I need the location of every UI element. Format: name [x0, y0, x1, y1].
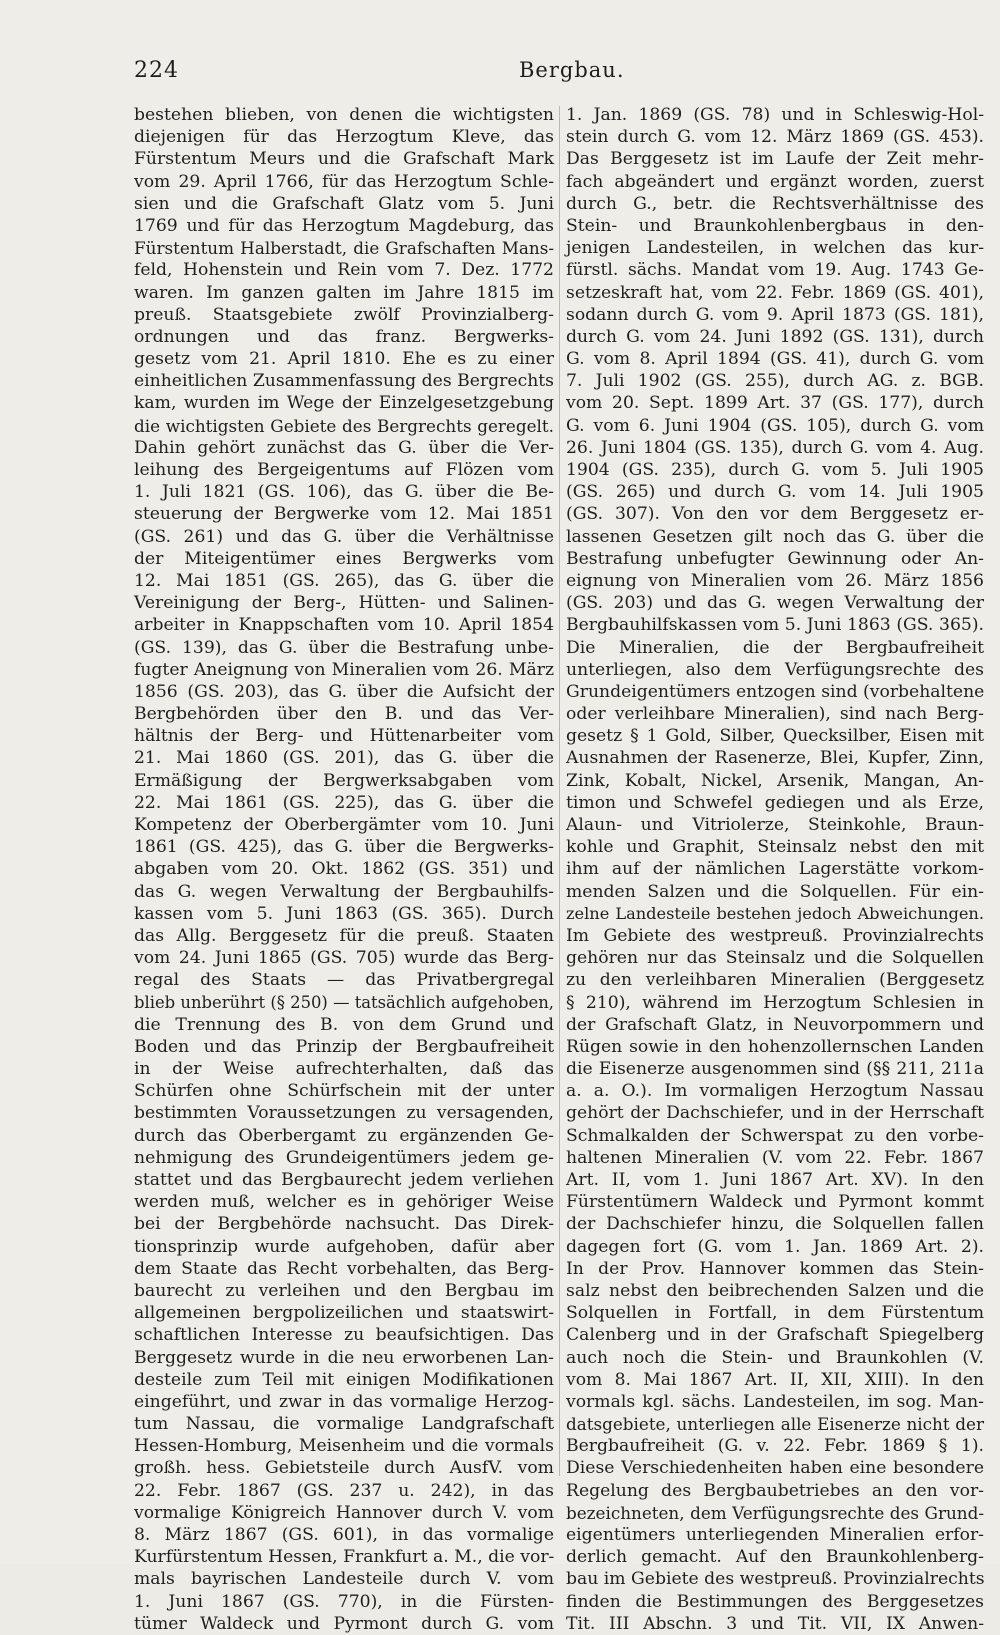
text-line: In der Prov. Hannover kommen das Stein-: [566, 1258, 984, 1279]
text-line: diejenigen für das Herzogtum Kleve, das: [134, 127, 554, 148]
text-line: eingeführt, und zwar in das vormalige Herzog-: [134, 1391, 554, 1412]
text-line: 22. Mai 1861 (GS. 225), das G. über die: [134, 792, 554, 813]
text-line: Bergbehörden über den B. und das Ver-: [134, 704, 554, 725]
text-line: Schmalkalden der Schwerspat zu den vorbe-: [566, 1125, 984, 1146]
text-line: 21. Mai 1860 (GS. 201), das G. über die: [134, 748, 554, 769]
text-line: hältnis der Berg- und Hüttenarbeiter vom: [134, 726, 554, 747]
text-line: Calenberg und in der Grafschaft Spiegelberg: [566, 1325, 984, 1346]
text-line: 1769 und für das Herzogtum Magdeburg, das: [134, 215, 554, 236]
text-line: stattet und das Bergbaurecht jedem verliehen: [134, 1170, 554, 1190]
text-line: (GS. 265) und durch G. vom 14. Juli 1905: [566, 482, 984, 503]
text-line: 1856 (GS. 203), das G. über die Aufsicht der: [134, 681, 554, 702]
text-line: der Miteigentümer eines Bergwerks vom: [134, 548, 554, 569]
text-line: Zink, Kobalt, Nickel, Arsenik, Mangan, An-: [566, 770, 984, 791]
text-line: blieb unberührt (§ 250) — tatsächlich aufgehoben,: [134, 992, 554, 1012]
text-line: 26. Juni 1804 (GS. 135), durch G. vom 4. Aug.: [566, 437, 984, 458]
text-line: Grundeigentümers entzogen sind (vorbehaltene: [566, 681, 985, 702]
running-head: Bergbau.: [519, 58, 625, 82]
text-line: nehmigung des Grundeigentümers jedem ge-: [134, 1147, 554, 1168]
text-line: eignung von Mineralien vom 26. März 1856: [566, 570, 984, 591]
text-line: Alaun- und Vitriolerze, Steinkohle, Braun-: [566, 815, 984, 835]
text-line: vom 29. April 1766, für das Herzogtum Schle-: [134, 171, 554, 192]
text-line: Schürfen ohne Schürfschein mit der unter: [134, 1081, 554, 1102]
text-line: die Trennung des B. von dem Grund und: [134, 1014, 554, 1035]
text-line: 1. Juli 1821 (GS. 106), das G. über die Be-: [134, 482, 554, 503]
text-line: setzeskraft hat, vom 22. Febr. 1869 (GS. 401),: [566, 282, 984, 303]
text-line: Ausnahmen der Rasenerze, Blei, Kupfer, Zinn,: [566, 748, 984, 769]
text-line: dagegen fort (G. vom 1. Jan. 1869 Art. 2).: [566, 1236, 984, 1257]
text-line: 1904 (GS. 235), durch G. vom 5. Juli 1905: [566, 460, 984, 480]
text-line: haltenen Mineralien (V. vom 22. Febr. 1867: [566, 1147, 984, 1168]
text-line: der Grafschaft Glatz, in Neuvorpommern und: [566, 1014, 984, 1035]
text-line: jenigen Landesteilen, in welchen das kur-: [566, 238, 984, 259]
text-line: bau im Gebiete des westpreuß. Provinzialrechts: [566, 1569, 985, 1590]
text-line: eigentümers unterliegenden Mineralien erfor-: [566, 1525, 984, 1545]
text-line: Hessen-Homburg, Meisenheim und die vormals: [134, 1436, 554, 1457]
text-line: 12. Mai 1851 (GS. 265), das G. über die: [134, 570, 554, 591]
text-line: fürstl. sächs. Mandat vom 19. Aug. 1743 Ge-: [566, 260, 984, 281]
text-line: regal des Staats — das Privatbergregal: [134, 970, 554, 991]
text-line: menden Salzen und die Solquellen. Für ein-: [566, 881, 984, 902]
text-line: tum Nassau, die vormalige Landgrafschaft: [134, 1414, 554, 1435]
text-line: bestimmten Voraussetzungen zu versagenden,: [134, 1103, 554, 1124]
right-text-column: [566, 104, 984, 1635]
text-line: Regelung des Bergbaubetriebes an den vor-: [566, 1480, 984, 1501]
text-line: Fürstentum Halberstadt, die Grafschaften Mans-: [134, 238, 554, 259]
text-line: Vereinigung der Berg-, Hütten- und Salinen-: [134, 593, 554, 614]
text-line: Solquellen in Fortfall, in dem Fürstentum: [566, 1303, 984, 1324]
text-line: waren. Im ganzen galten im Jahre 1815 im: [134, 282, 554, 303]
text-line: bezeichneten, dem Verfügungsrechte des Grund-: [566, 1502, 984, 1523]
text-line: Fürstentum Meurs und die Grafschaft Mark: [134, 149, 554, 170]
text-line: sodann durch G. vom 9. April 1873 (GS. 181),: [566, 304, 984, 325]
text-line: durch G. vom 24. Juni 1892 (GS. 131), durch: [566, 326, 984, 347]
text-line: gesetz vom 21. April 1810. Ehe es zu einer: [134, 349, 554, 370]
text-line: lassenen Gesetzen gilt noch das G. über die: [566, 526, 984, 547]
text-line: gesetz § 1 Gold, Silber, Quecksilber, Eisen mit: [566, 726, 984, 747]
text-line: 7. Juli 1902 (GS. 255), durch AG. z. BGB.: [566, 371, 984, 392]
text-line: steuerung der Bergwerke vom 12. Mai 1851: [134, 504, 554, 525]
text-line: gehören nur das Steinsalz und die Solquellen: [566, 948, 984, 969]
text-line: stein durch G. vom 12. März 1869 (GS. 453).: [566, 127, 984, 148]
column-divider: [559, 106, 560, 1476]
page-header: [134, 58, 1000, 88]
text-line: 22. Febr. 1867 (GS. 237 u. 242), in das: [134, 1480, 554, 1501]
text-line: zelne Landesteile bestehen jedoch Abweichungen.: [566, 903, 984, 923]
text-line: vom 8. Mai 1867 Art. II, XII, XIII). In den: [566, 1369, 984, 1390]
text-line: Boden und das Prinzip der Bergbaufreiheit: [134, 1036, 554, 1057]
text-line: kohle und Graphit, Steinsalz nebst den mit: [566, 837, 984, 858]
text-line: 1861 (GS. 425), das G. über die Bergwerks-: [134, 837, 554, 858]
text-line: (GS. 261) und das G. über die Verhältnisse: [134, 526, 554, 547]
text-line: in der Weise aufrechterhalten, daß das: [134, 1059, 554, 1080]
text-line: baurecht zu verleihen und den Bergbau im: [134, 1280, 554, 1301]
text-line: das Allg. Berggesetz für die preuß. Staaten: [134, 925, 554, 946]
text-line: bestehen blieben, von denen die wichtigsten: [134, 105, 554, 125]
text-line: vom 20. Sept. 1899 Art. 37 (GS. 177), durch: [566, 393, 984, 414]
text-line: vormals kgl. sächs. Landesteilen, im sog. Man-: [566, 1391, 984, 1412]
text-line: abgaben vom 20. Okt. 1862 (GS. 351) und: [134, 859, 554, 880]
text-line: fach abgeändert und ergänzt worden, zuerst: [566, 171, 984, 192]
text-line: Diese Verschiedenheiten haben eine besondere: [566, 1458, 984, 1479]
text-line: ihm auf der nämlichen Lagerstätte vorkom-: [566, 859, 984, 880]
text-line: mals bayrischen Landesteile durch V. vom: [134, 1569, 554, 1590]
text-line: Kurfürstentum Hessen, Frankfurt a. M., die vor-: [134, 1547, 555, 1568]
text-line: feld, Hohenstein und Rein vom 7. Dez. 1772: [134, 260, 554, 281]
text-line: kassen vom 5. Juni 1863 (GS. 365). Durch: [134, 903, 554, 924]
text-line: Bergbaufreiheit (G. v. 22. Febr. 1869 § 1).: [566, 1436, 984, 1457]
text-line: 8. März 1867 (GS. 601), in das vormalige: [134, 1525, 554, 1545]
text-line: timon und Schwefel gediegen und als Erze,: [566, 792, 984, 813]
text-line: G. vom 6. Juni 1904 (GS. 105), durch G. vom: [566, 415, 984, 436]
text-line: Berggesetz wurde in die neu erworbenen Lan-: [134, 1347, 554, 1368]
text-line: desteile zum Teil mit einigen Modifikationen: [134, 1369, 554, 1390]
text-line: (GS. 307). Von den vor dem Berggesetz er-: [566, 504, 984, 525]
text-line: durch das Oberbergamt zu ergänzenden Ge-: [134, 1125, 554, 1146]
text-line: (GS. 139), das G. über die Bestrafung unbe-: [134, 637, 554, 658]
text-line: Stein- und Braunkohlenbergbaus in den-: [566, 215, 984, 236]
text-line: dem Staate das Recht vorbehalten, das Berg-: [134, 1258, 554, 1279]
text-line: salz nebst den beibrechenden Salzen und die: [566, 1280, 984, 1301]
text-line: derlich gemacht. Auf den Braunkohlenberg-: [566, 1547, 984, 1568]
text-line: der Dachschiefer hinzu, die Solquellen fallen: [566, 1214, 984, 1235]
text-line: § 210), während im Herzogtum Schlesien in: [566, 992, 984, 1013]
text-line: leihung des Bergeigentums auf Flözen vom: [134, 460, 554, 480]
text-line: Bestrafung unbefugter Gewinnung oder An-: [566, 548, 984, 569]
text-line: die wichtigsten Gebiete des Bergrechts geregelt.: [134, 415, 554, 436]
text-line: arbeiter in Knappschaften vom 10. April 1854: [134, 615, 554, 636]
text-line: zu den verleihbaren Mineralien (Berggesetz: [566, 970, 984, 991]
text-line: Das Berggesetz ist im Laufe der Zeit mehr-: [566, 149, 984, 170]
text-line: vormalige Königreich Hannover durch V. vom: [134, 1502, 554, 1523]
text-line: die Eisenerze ausgenommen sind (§§ 211, 211a: [566, 1059, 984, 1080]
text-line: Bergbauhilfskassen vom 5. Juni 1863 (GS. 365).: [566, 615, 984, 636]
text-line: auch noch die Stein- und Braunkohlen (V.: [566, 1347, 984, 1368]
text-line: 1. Juni 1867 (GS. 770), in die Fürsten-: [134, 1591, 554, 1612]
text-line: Art. II, vom 1. Juni 1867 Art. XV). In den: [566, 1170, 984, 1190]
text-line: einheitlichen Zusammenfassung des Bergrechts: [134, 371, 554, 392]
text-line: werden muß, welcher es in gehöriger Weise: [134, 1192, 554, 1213]
text-line: G. vom 8. April 1894 (GS. 41), durch G. vom: [566, 349, 984, 370]
text-line: Ermäßigung der Bergwerksabgaben vom: [134, 770, 554, 791]
text-line: sien und die Grafschaft Glatz vom 5. Juni: [134, 193, 554, 214]
text-line: durch G., betr. die Rechtsverhältnisse des: [566, 193, 984, 214]
text-line: Fürstentümern Waldeck und Pyrmont kommt: [566, 1192, 984, 1213]
left-text-column: [134, 104, 554, 1635]
text-line: allgemeinen bergpolizeilichen und staatswirt-: [134, 1303, 554, 1324]
text-line: 1. Jan. 1869 (GS. 78) und in Schleswig-Hol-: [566, 105, 984, 125]
text-line: vom 24. Juni 1865 (GS. 705) wurde das Berg-: [134, 948, 554, 969]
text-line: finden die Bestimmungen des Berggesetzes: [566, 1591, 984, 1612]
text-line: gehört der Dachschiefer, und in der Herrschaft: [566, 1103, 984, 1124]
page-number: 224: [134, 58, 179, 83]
text-line: Rügen sowie in den hohenzollernschen Landen: [566, 1036, 984, 1057]
text-line: schaftlichen Interesse zu beaufsichtigen. Das: [134, 1325, 554, 1346]
text-line: a. a. O.). Im vormaligen Herzogtum Nassau: [566, 1081, 984, 1102]
text-line: Die Mineralien, die der Bergbaufreiheit: [566, 637, 984, 658]
text-line: preuß. Staatsgebiete zwölf Provinzialberg-: [134, 304, 554, 325]
text-line: bei der Bergbehörde nachsucht. Das Direk-: [134, 1214, 554, 1235]
text-line: (GS. 203) und das G. wegen Verwaltung der: [566, 593, 984, 614]
text-line: Tit. III Abschn. 3 und Tit. VII, IX Anwen-: [566, 1613, 984, 1634]
text-line: tionsprinzip wurde aufgehoben, dafür aber: [134, 1236, 554, 1257]
text-line: Kompetenz der Oberbergämter vom 10. Juni: [134, 815, 554, 835]
text-line: Dahin gehört zunächst das G. über die Ver-: [134, 437, 554, 458]
text-line: tümer Waldeck und Pyrmont durch G. vom: [134, 1613, 554, 1634]
text-line: kam, wurden im Wege der Einzelgesetzgebung: [134, 393, 554, 414]
text-line: fugter Aneignung von Mineralien vom 26. März: [134, 659, 554, 680]
text-line: oder verleihbare Mineralien), sind nach Berg-: [566, 704, 984, 725]
text-line: ordnungen und das franz. Bergwerks-: [134, 326, 554, 347]
text-line: das G. wegen Verwaltung der Bergbauhilfs-: [134, 881, 554, 902]
text-line: Im Gebiete des westpreuß. Provinzialrechts: [566, 925, 984, 946]
text-line: unterliegen, also dem Verfügungsrechte des: [566, 659, 984, 680]
text-line: großh. hess. Gebietsteile durch AusfV. vom: [134, 1458, 554, 1479]
text-line: datsgebiete, unterliegen alle Eisenerze nicht der: [566, 1414, 984, 1435]
